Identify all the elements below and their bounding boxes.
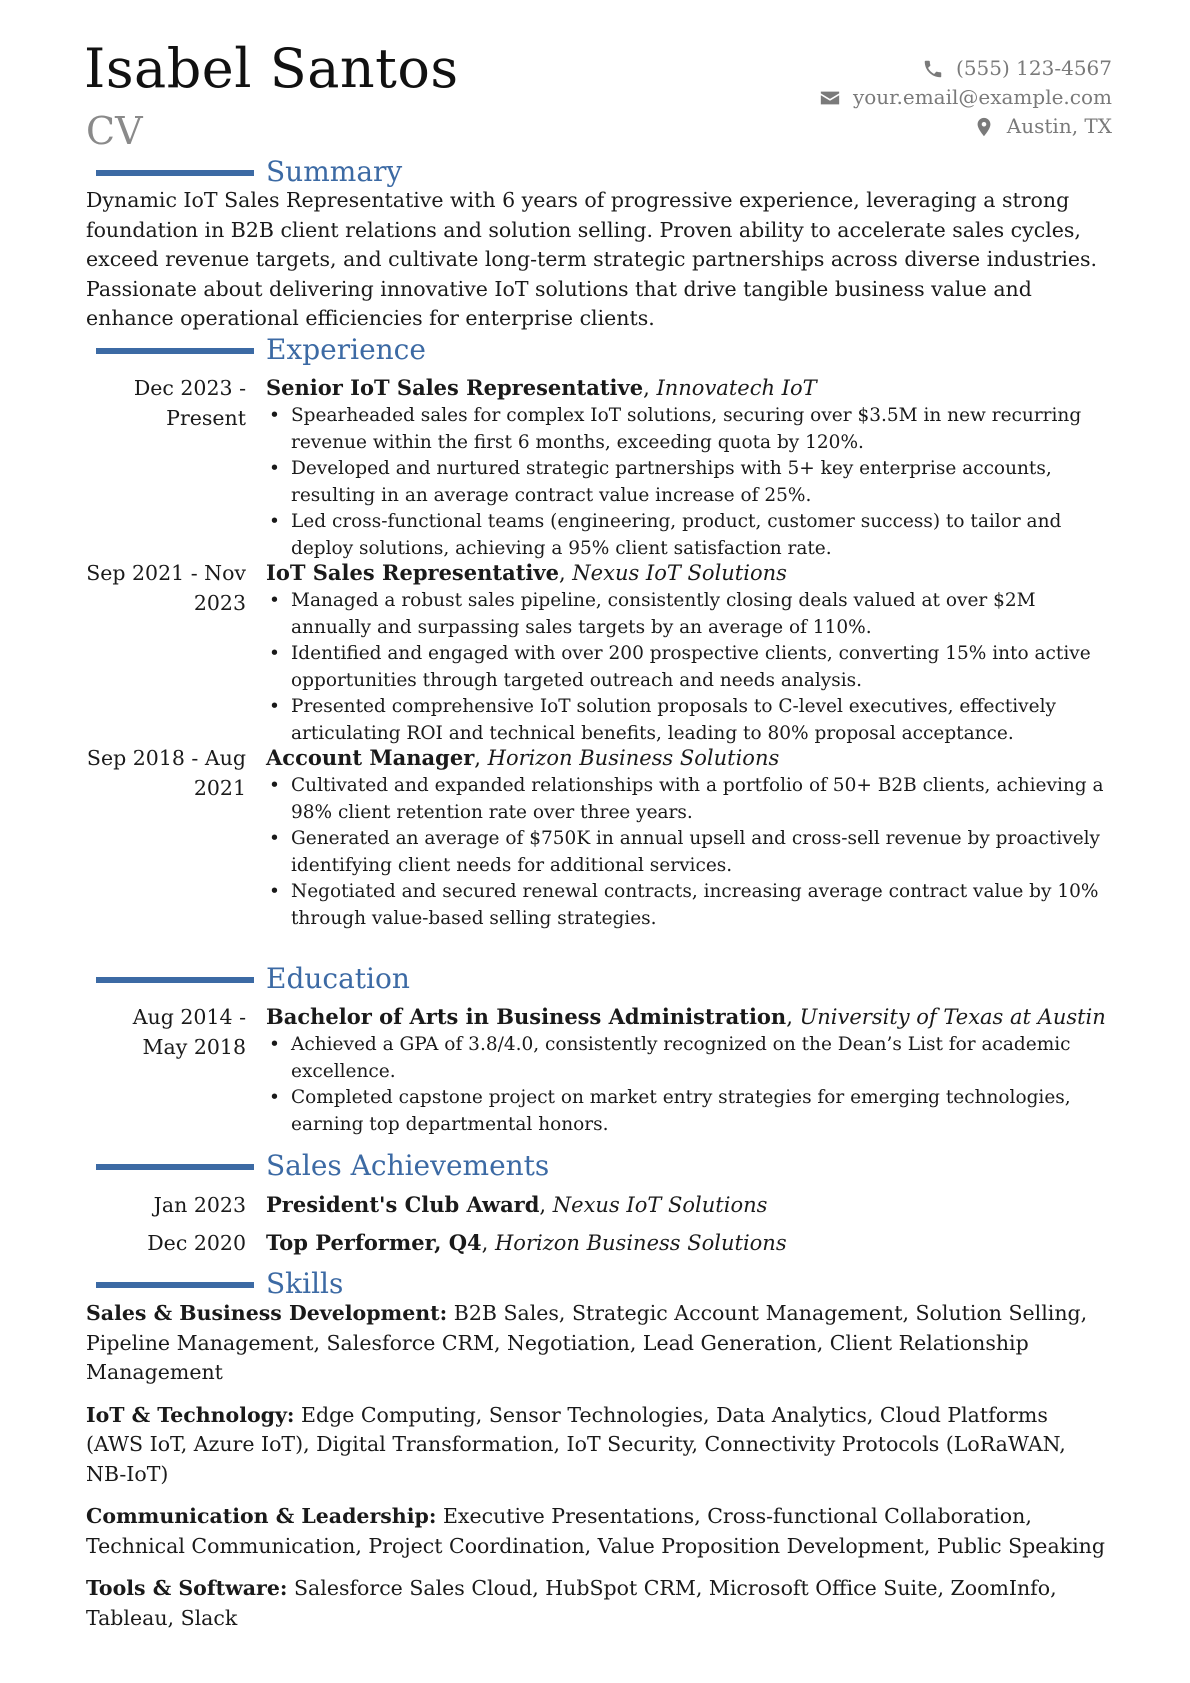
section-title: Education	[266, 962, 410, 995]
list-item: • Cultivated and expanded relationships with a portfolio of 50+ B2B clients, achieving a 98% client retention rate over three years.	[266, 773, 1106, 826]
degree-title: Bachelor of Arts in Business Administration	[266, 1004, 787, 1029]
list-item: • Negotiated and secured renewal contracts, increasing average contract value by 10% through value-based selling strategies.	[266, 879, 1106, 932]
candidate-name: Isabel Santos	[84, 37, 459, 100]
skill-group-text: B2B Sales, Strategic Account Management, Solution Selling, Pipeline Management, Salesforce CRM, Negotiation, Lead Generation, Client Relationship Management	[86, 1301, 1088, 1384]
entry-heading: President's Club Award, Nexus IoT Solutions	[266, 1192, 768, 1217]
entry-body	[266, 1228, 1106, 1258]
bullet-list	[266, 773, 1106, 932]
company-name: Innovatech IoT	[656, 376, 817, 400]
list-item: • Developed and nurtured strategic partnerships with 5+ key enterprise accounts, resulting in an average contract value increase of 25%.	[266, 456, 1106, 509]
contact-email	[819, 83, 1112, 112]
skill-group-label: Tools & Software:	[86, 1576, 288, 1600]
section-accent-bar	[96, 1282, 254, 1288]
skill-group	[86, 1401, 1106, 1490]
skill-group-label: IoT & Technology:	[86, 1402, 295, 1427]
section-heading-summary	[96, 155, 403, 188]
entry-date: Jan 2023	[153, 1193, 246, 1217]
contact-block	[819, 54, 1112, 141]
list-item: • Spearheaded sales for complex IoT solutions, securing over $3.5M in new recurring revenue within the first 6 months, exceeding quota by 120%.	[266, 403, 1106, 456]
skill-group	[86, 1502, 1106, 1561]
list-item: • Managed a robust sales pipeline, consistently closing deals valued at over $2M annually and surpassing sales targets by an average of 110%.	[266, 588, 1106, 641]
entry-date	[86, 373, 246, 433]
section-accent-bar	[96, 1164, 254, 1170]
skill-group	[86, 1574, 1106, 1633]
section-accent-bar	[96, 977, 254, 983]
entry-heading: Bachelor of Arts in Business Administration, University of Texas at Austin	[266, 1004, 1106, 1029]
entry-body	[266, 1190, 1106, 1220]
skill-group-label: Communication & Leadership:	[86, 1504, 437, 1528]
entry-body	[266, 743, 1106, 932]
list-item: • Presented comprehensive IoT solution proposals to C-level executives, effectively articulating ROI and technical benefits, leading to 80% proposal acceptance.	[266, 694, 1106, 747]
section-heading-skills	[96, 1267, 344, 1300]
section-title: Skills	[266, 1267, 344, 1300]
summary-text: Dynamic IoT Sales Representative with 6 years of progressive experience, leveraging a strong foundation in B2B client relations and solution selling. Proven ability to accelerate sales cycles, exceed revenue targets, and cultivate long-term strategic partnerships across diverse industries. Passionate about delivering innovative IoT solutions that drive tangible business value and enhance operational efficiencies for enterprise clients.	[86, 188, 1098, 330]
company-name: Horizon Business Solutions	[487, 746, 780, 770]
date-line: May 2018	[142, 1035, 246, 1059]
location-text: Austin, TX	[1006, 114, 1112, 138]
skill-group	[86, 1299, 1106, 1388]
school-name: University of Texas at Austin	[799, 1005, 1106, 1029]
date-line: Present	[166, 406, 246, 430]
entry-date	[86, 743, 246, 803]
date-line: 2023	[193, 591, 246, 615]
skills-list	[86, 1299, 1106, 1646]
job-title: Senior IoT Sales Representative	[266, 375, 644, 400]
list-item: • Completed capstone project on market entry strategies for emerging technologies, earning top departmental honors.	[266, 1085, 1106, 1138]
phone-icon	[922, 58, 944, 80]
section-accent-bar	[96, 348, 254, 354]
entry-body	[266, 558, 1106, 747]
section-title: Summary	[266, 155, 403, 188]
email-text[interactable]: your.email@example.com	[852, 85, 1112, 109]
section-title: Sales Achievements	[266, 1149, 550, 1182]
bullet-list	[266, 403, 1106, 562]
list-item: • Identified and engaged with over 200 prospective clients, converting 15% into active opportunities through targeted outreach and needs analysis.	[266, 641, 1106, 694]
entry-heading: Account Manager, Horizon Business Solutions	[266, 745, 780, 770]
contact-phone	[819, 54, 1112, 83]
entry-date: Dec 2020	[147, 1231, 246, 1255]
date-line: Sep 2018 - Aug	[86, 746, 246, 770]
job-title: Account Manager	[266, 745, 475, 770]
bullet-list	[266, 1032, 1106, 1138]
phone-text: (555) 123-4567	[956, 56, 1112, 80]
date-line: Sep 2021 - Nov	[86, 561, 246, 585]
skill-group-text: Executive Presentations, Cross-functional Collaboration, Technical Communication, Project Coordination, Value Proposition Development, Public Speaking	[86, 1504, 1105, 1558]
award-title: President's Club Award	[266, 1192, 540, 1217]
entry-body	[266, 373, 1106, 562]
company-name: Horizon Business Solutions	[494, 1231, 787, 1255]
section-accent-bar	[96, 170, 254, 176]
entry-date	[86, 558, 246, 618]
list-item: • Achieved a GPA of 3.8/4.0, consistently recognized on the Dean’s List for academic excellence.	[266, 1032, 1106, 1085]
company-name: Nexus IoT Solutions	[572, 561, 787, 585]
contact-location	[819, 112, 1112, 141]
envelope-icon	[819, 87, 841, 109]
skill-group-label: Sales & Business Development:	[86, 1301, 448, 1325]
entry-body	[266, 1002, 1106, 1138]
bullet-list	[266, 588, 1106, 747]
entry-heading: IoT Sales Representative, Nexus IoT Solutions	[266, 560, 787, 585]
date-line: Aug 2014 -	[132, 1005, 246, 1029]
skill-group-text: Salesforce Sales Cloud, HubSpot CRM, Microsoft Office Suite, ZoomInfo, Tableau, Slack	[86, 1576, 1057, 1630]
section-title: Experience	[266, 333, 426, 366]
list-item: • Generated an average of $750K in annual upsell and cross-sell revenue by proactively identifying client needs for additional services.	[266, 826, 1106, 879]
section-heading-experience	[96, 333, 426, 366]
skill-group-text: Edge Computing, Sensor Technologies, Data Analytics, Cloud Platforms (AWS IoT, Azure IoT), Digital Transformation, IoT Security, Connectivity Protocols (LoRaWAN, NB-IoT)	[86, 1402, 1066, 1486]
entry-date	[86, 1002, 246, 1062]
date-line: Dec 2023 -	[133, 376, 246, 400]
job-title: IoT Sales Representative	[266, 560, 559, 585]
section-heading-achievements	[96, 1149, 550, 1182]
company-name: Nexus IoT Solutions	[552, 1193, 768, 1217]
section-heading-education	[96, 962, 410, 995]
document-subtitle: CV	[86, 109, 143, 153]
entry-heading: Top Performer, Q4, Horizon Business Solutions	[266, 1230, 787, 1255]
date-line: 2021	[193, 776, 246, 800]
list-item: • Led cross-functional teams (engineering, product, customer success) to tailor and deploy solutions, achieving a 95% client satisfaction rate.	[266, 509, 1106, 562]
entry-heading: Senior IoT Sales Representative, Innovatech IoT	[266, 375, 817, 400]
award-title: Top Performer, Q4	[266, 1230, 482, 1255]
location-pin-icon	[973, 116, 995, 138]
